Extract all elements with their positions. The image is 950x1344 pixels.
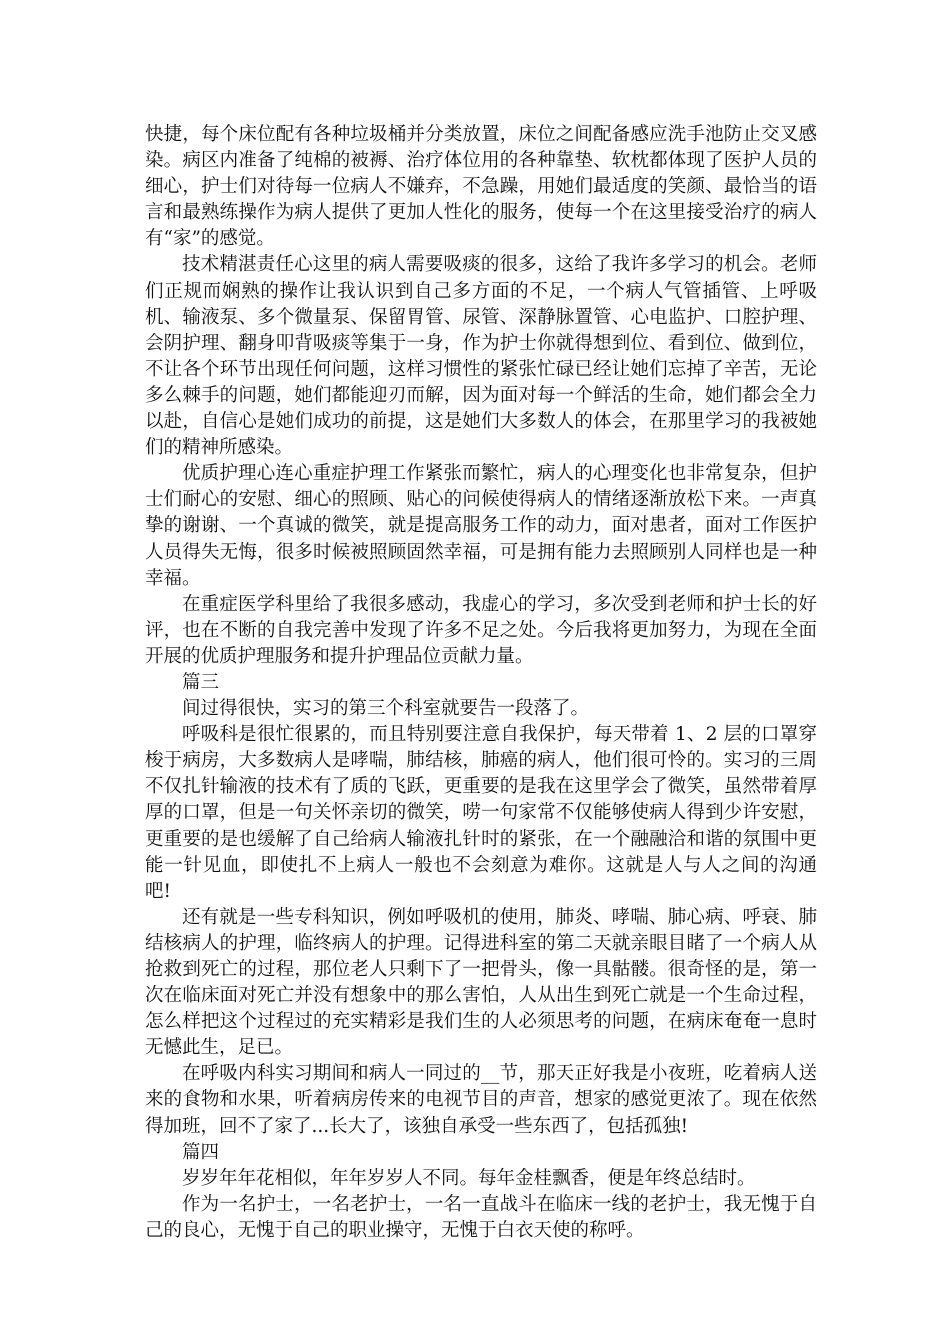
paragraph-technical-skill: 技术精湛责任心这里的病人需要吸痰的很多，这给了我许多学习的机会。老师们正规而娴熟的操作让我认识到自己多方面的不足，一个病人气管插管、上呼吸机、输液泵、多个微量泵、保留胃管、尿管、深静脉置管、心电监护、口腔护理、会阴护理、翻身叩背吸痰等集于一身，作为护士你就得想到位、看到位、做到位，不让各个环节出现任何问题，这样习惯性的紧张忙碌已经让她们忘掉了辛苦，无论多么棘手的问题，她们都能迎刃而解，因为面对每一个鲜活的生命，她们都会全力以赴，自信心是她们成功的前提，这是她们大多数人的体会，在那里学习的我被她们的精神所感染。: [145, 254, 817, 459]
paragraph-nurse-identity: 作为一名护士，一名老护士，一名一直战斗在临床一线的老护士，我无愧于自己的良心，无愧于自己的职业操守，无愧于白衣天使的称呼。: [145, 1193, 817, 1241]
paragraph-respiratory-dept: 呼吸科是很忙很累的，而且特别要注意自我保护，每天带着 1、2 层的口罩穿梭于病房，大多数病人是哮喘，肺结核，肺癌的病人，他们很可怜的。实习的三周不仅扎针输液的技术有了质的飞跃，更重要的是我在这里学会了微笑，虽然带着厚厚的口罩，但是一句关怀亲切的微笑，唠一句家常不仅能够使病人得到少许安慰，更重要的是也缓解了自己给病人输液扎针时的紧张，在一个融融洽和谐的氛围中更能一针见血，即使扎不上病人一般也不会刻意为难你。这就是人与人之间的沟通吧!: [145, 724, 817, 902]
section-heading-part-three: 篇三: [182, 671, 220, 693]
paragraph-quality-care: 优质护理心连心重症护理工作紧张而繁忙，病人的心理变化也非常复杂，但护士们耐心的安慰、细心的照顾、贴心的问候使得病人的情绪逐渐放松下来。一声真挚的谢谢、一个真诚的微笑，就是提高服务工作的动力，面对患者，面对工作医护人员得失无悔，很多时候被照顾固然幸福，可是拥有能力去照顾别人同样也是一种幸福。: [145, 463, 817, 589]
paragraph-icu-summary: 在重症医学科里给了我很多感动，我虚心的学习，多次受到老师和护士长的好评，也在不断的自我完善中发现了许多不足之处。今后我将更加努力，为现在全面开展的优质护理服务和提升护理品位贡献力量。: [145, 593, 817, 667]
section-heading-part-four: 篇四: [182, 1141, 220, 1163]
paragraph-specialty-knowledge: 还有就是一些专科知识，例如呼吸机的使用，肺炎、哮喘、肺心病、呼衰、肺结核病人的护理，临终病人的护理。记得进科室的第二天就亲眼目睹了一个病人从抢救到死亡的过程，那位老人只剩下了一把骨头，像一具骷髅。很奇怪的是，第一次在临床面对死亡并没有想象中的那么害怕，人从出生到死亡就是一个生命过程，怎么样把这个过程过的充实精彩是我们生的人必须思考的问题，在病床奄奄一息时无憾此生，足已。: [145, 906, 817, 1059]
paragraph-time-flies: 间过得很快，实习的第三个科室就要告一段落了。: [182, 698, 590, 720]
paragraph-year-end: 岁岁年年花相似，年年岁岁人不同。每年金桂飘香，便是年终总结时。: [182, 1167, 756, 1189]
paragraph-holiday-shift: 在呼吸内科实习期间和病人一同过的__节，那天正好我是小夜班，吃着病人送来的食物和水果，听着病房传来的电视节目的声音，想家的感觉更浓了。现在依然得加班，回不了家了...长大了，该独自承受一些东西了，包括孤独!: [145, 1063, 817, 1137]
paragraph-ward-environment: 快捷，每个床位配有各种垃圾桶并分类放置，床位之间配备感应洗手池防止交叉感染。病区内准备了纯棉的被褥、治疗体位用的各种靠垫、软枕都体现了医护人员的细心，护士们对待每一位病人不嫌弃，不急躁，用她们最适度的笑颜、最恰当的语言和最熟练操作为病人提供了更加人性化的服务，使每一个在这里接受治疗的病人有“家”的感觉。: [145, 124, 817, 250]
document-page: [145, 122, 817, 1244]
